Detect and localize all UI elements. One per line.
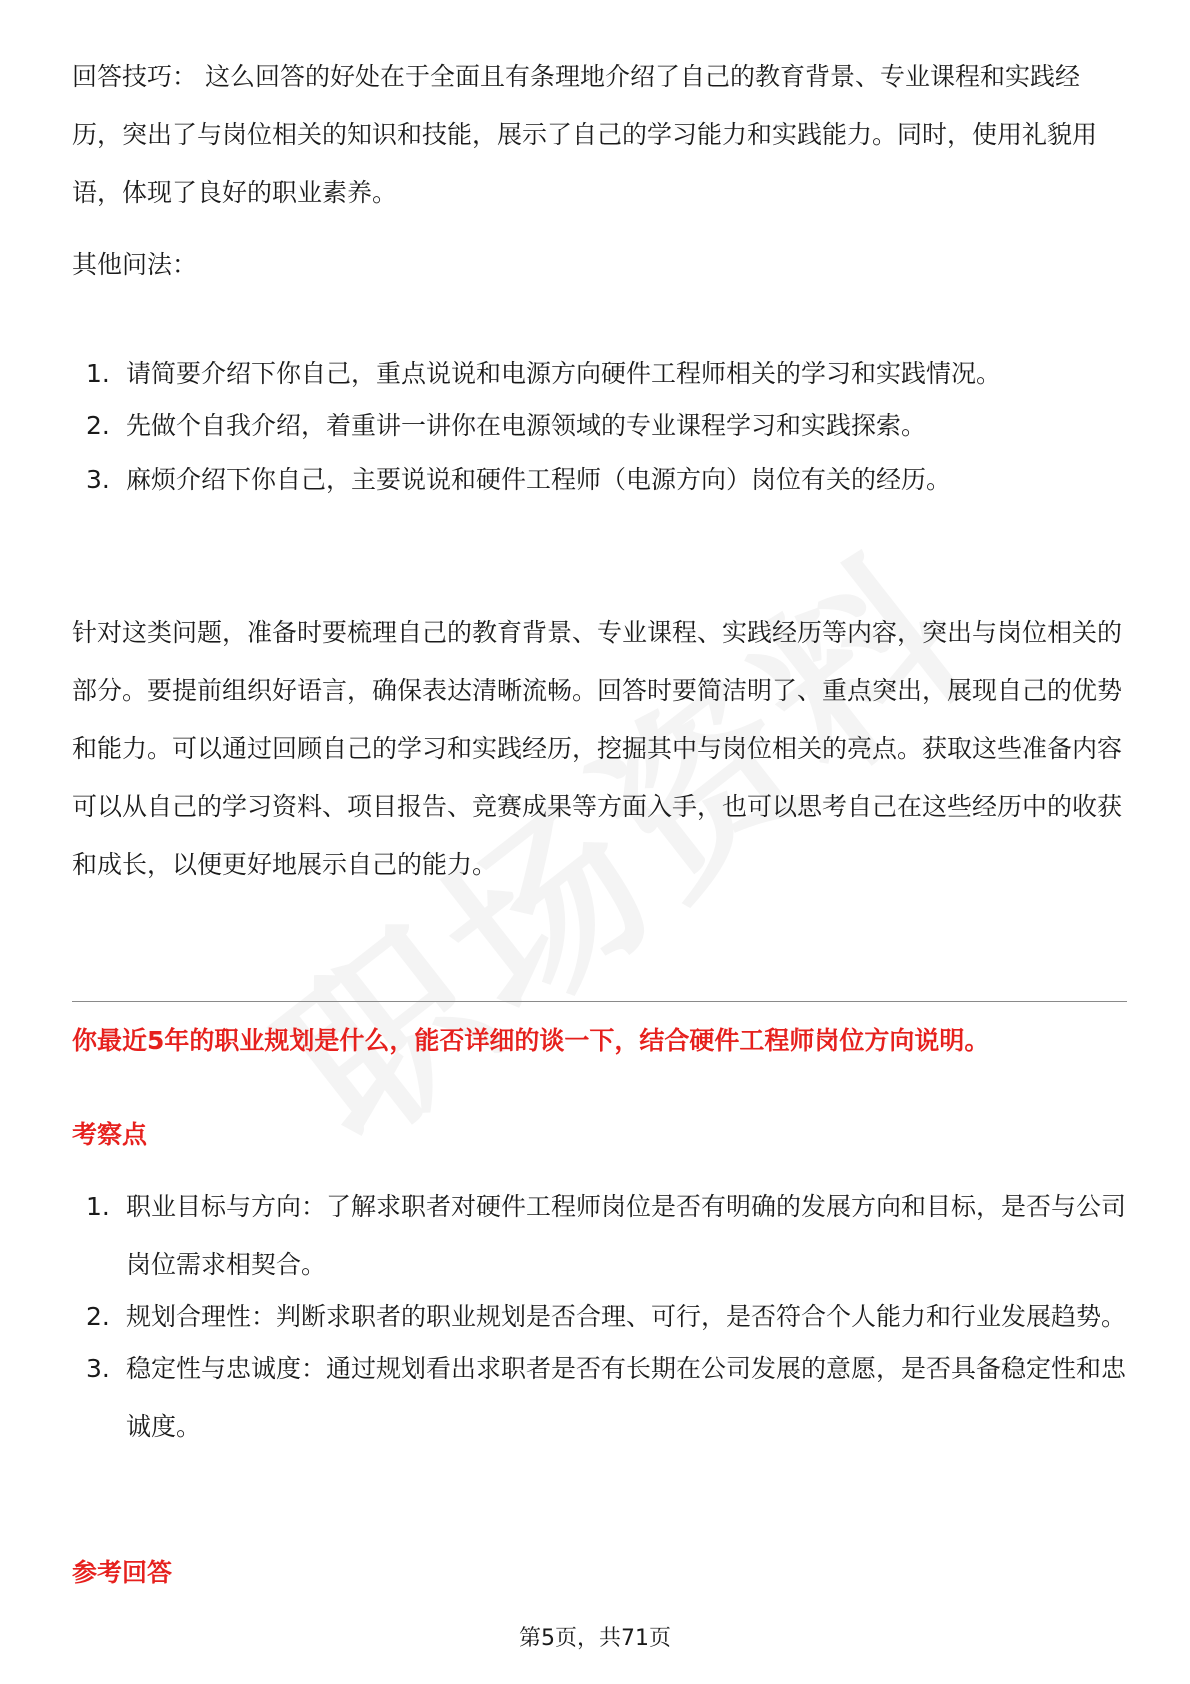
list-item-text: 麻烦介绍下你自己，主要说说和硬件工程师（电源方向）岗位有关的经历。 (126, 465, 952, 494)
list-item-number: 2. (86, 411, 110, 440)
assessment-list (72, 1178, 1127, 1456)
list-item-text: 职业目标与方向：了解求职者对硬件工程师岗位是否有明确的发展方向和目标，是否与公司岗位需求相契合。 (126, 1192, 1127, 1279)
list-item (72, 345, 1127, 403)
question-title: 你最近5年的职业规划是什么，能否详细的谈一下，结合硬件工程师岗位方向说明。 (72, 1026, 990, 1055)
list-item-text: 请简要介绍下你自己，重点说说和电源方向硬件工程师相关的学习和实践情况。 (126, 359, 1002, 388)
list-item (72, 1288, 1127, 1346)
list-item-text: 先做个自我介绍，着重讲一讲你在电源领域的专业课程学习和实践探索。 (126, 411, 927, 440)
list-item (72, 1178, 1127, 1294)
list-item-number: 1. (86, 1192, 110, 1221)
section-divider (72, 1001, 1127, 1002)
assessment-heading: 考察点 (72, 1120, 148, 1149)
list-item-text: 稳定性与忠诚度：通过规划看出求职者是否有长期在公司发展的意愿，是否具备稳定性和忠诚度。 (126, 1354, 1127, 1441)
page-number: 第5页，共71页 (519, 1626, 671, 1651)
preparation-paragraph: 针对这类问题，准备时要梳理自己的教育背景、专业课程、实践经历等内容，突出与岗位相关的部分。要提前组织好语言，确保表达清晰流畅。回答时要简洁明了、重点突出，展现自己的优势和能力。可以通过回顾自己的学习和实践经历，挖掘其中与岗位相关的亮点。获取这些准备内容可以从自己的学习资料、项目报告、竞赛成果等方面入手，也可以思考自己在这些经历中的收获和成长，以便更好地展示自己的能力。 (72, 618, 1123, 879)
list-item (72, 1340, 1127, 1456)
answer-tip-paragraph: 回答技巧： 这么回答的好处在于全面且有条理地介绍了自己的教育背景、专业课程和实践经历，突出了与岗位相关的知识和技能，展示了自己的学习能力和实践能力。同时，使用礼貌用语，体现了良好的职业素养。 (72, 62, 1098, 207)
list-item (72, 397, 1127, 455)
list-item-text: 规划合理性：判断求职者的职业规划是否合理、可行，是否符合个人能力和行业发展趋势。 (126, 1302, 1127, 1331)
other-questions-list (72, 345, 1127, 509)
reference-answer-heading: 参考回答 (72, 1558, 173, 1587)
list-item-number: 1. (86, 359, 110, 388)
list-item-number: 3. (86, 465, 110, 494)
list-item (72, 451, 1127, 509)
list-item-number: 3. (86, 1354, 110, 1383)
other-questions-heading: 其他问法： (72, 250, 198, 279)
list-item-number: 2. (86, 1302, 110, 1331)
